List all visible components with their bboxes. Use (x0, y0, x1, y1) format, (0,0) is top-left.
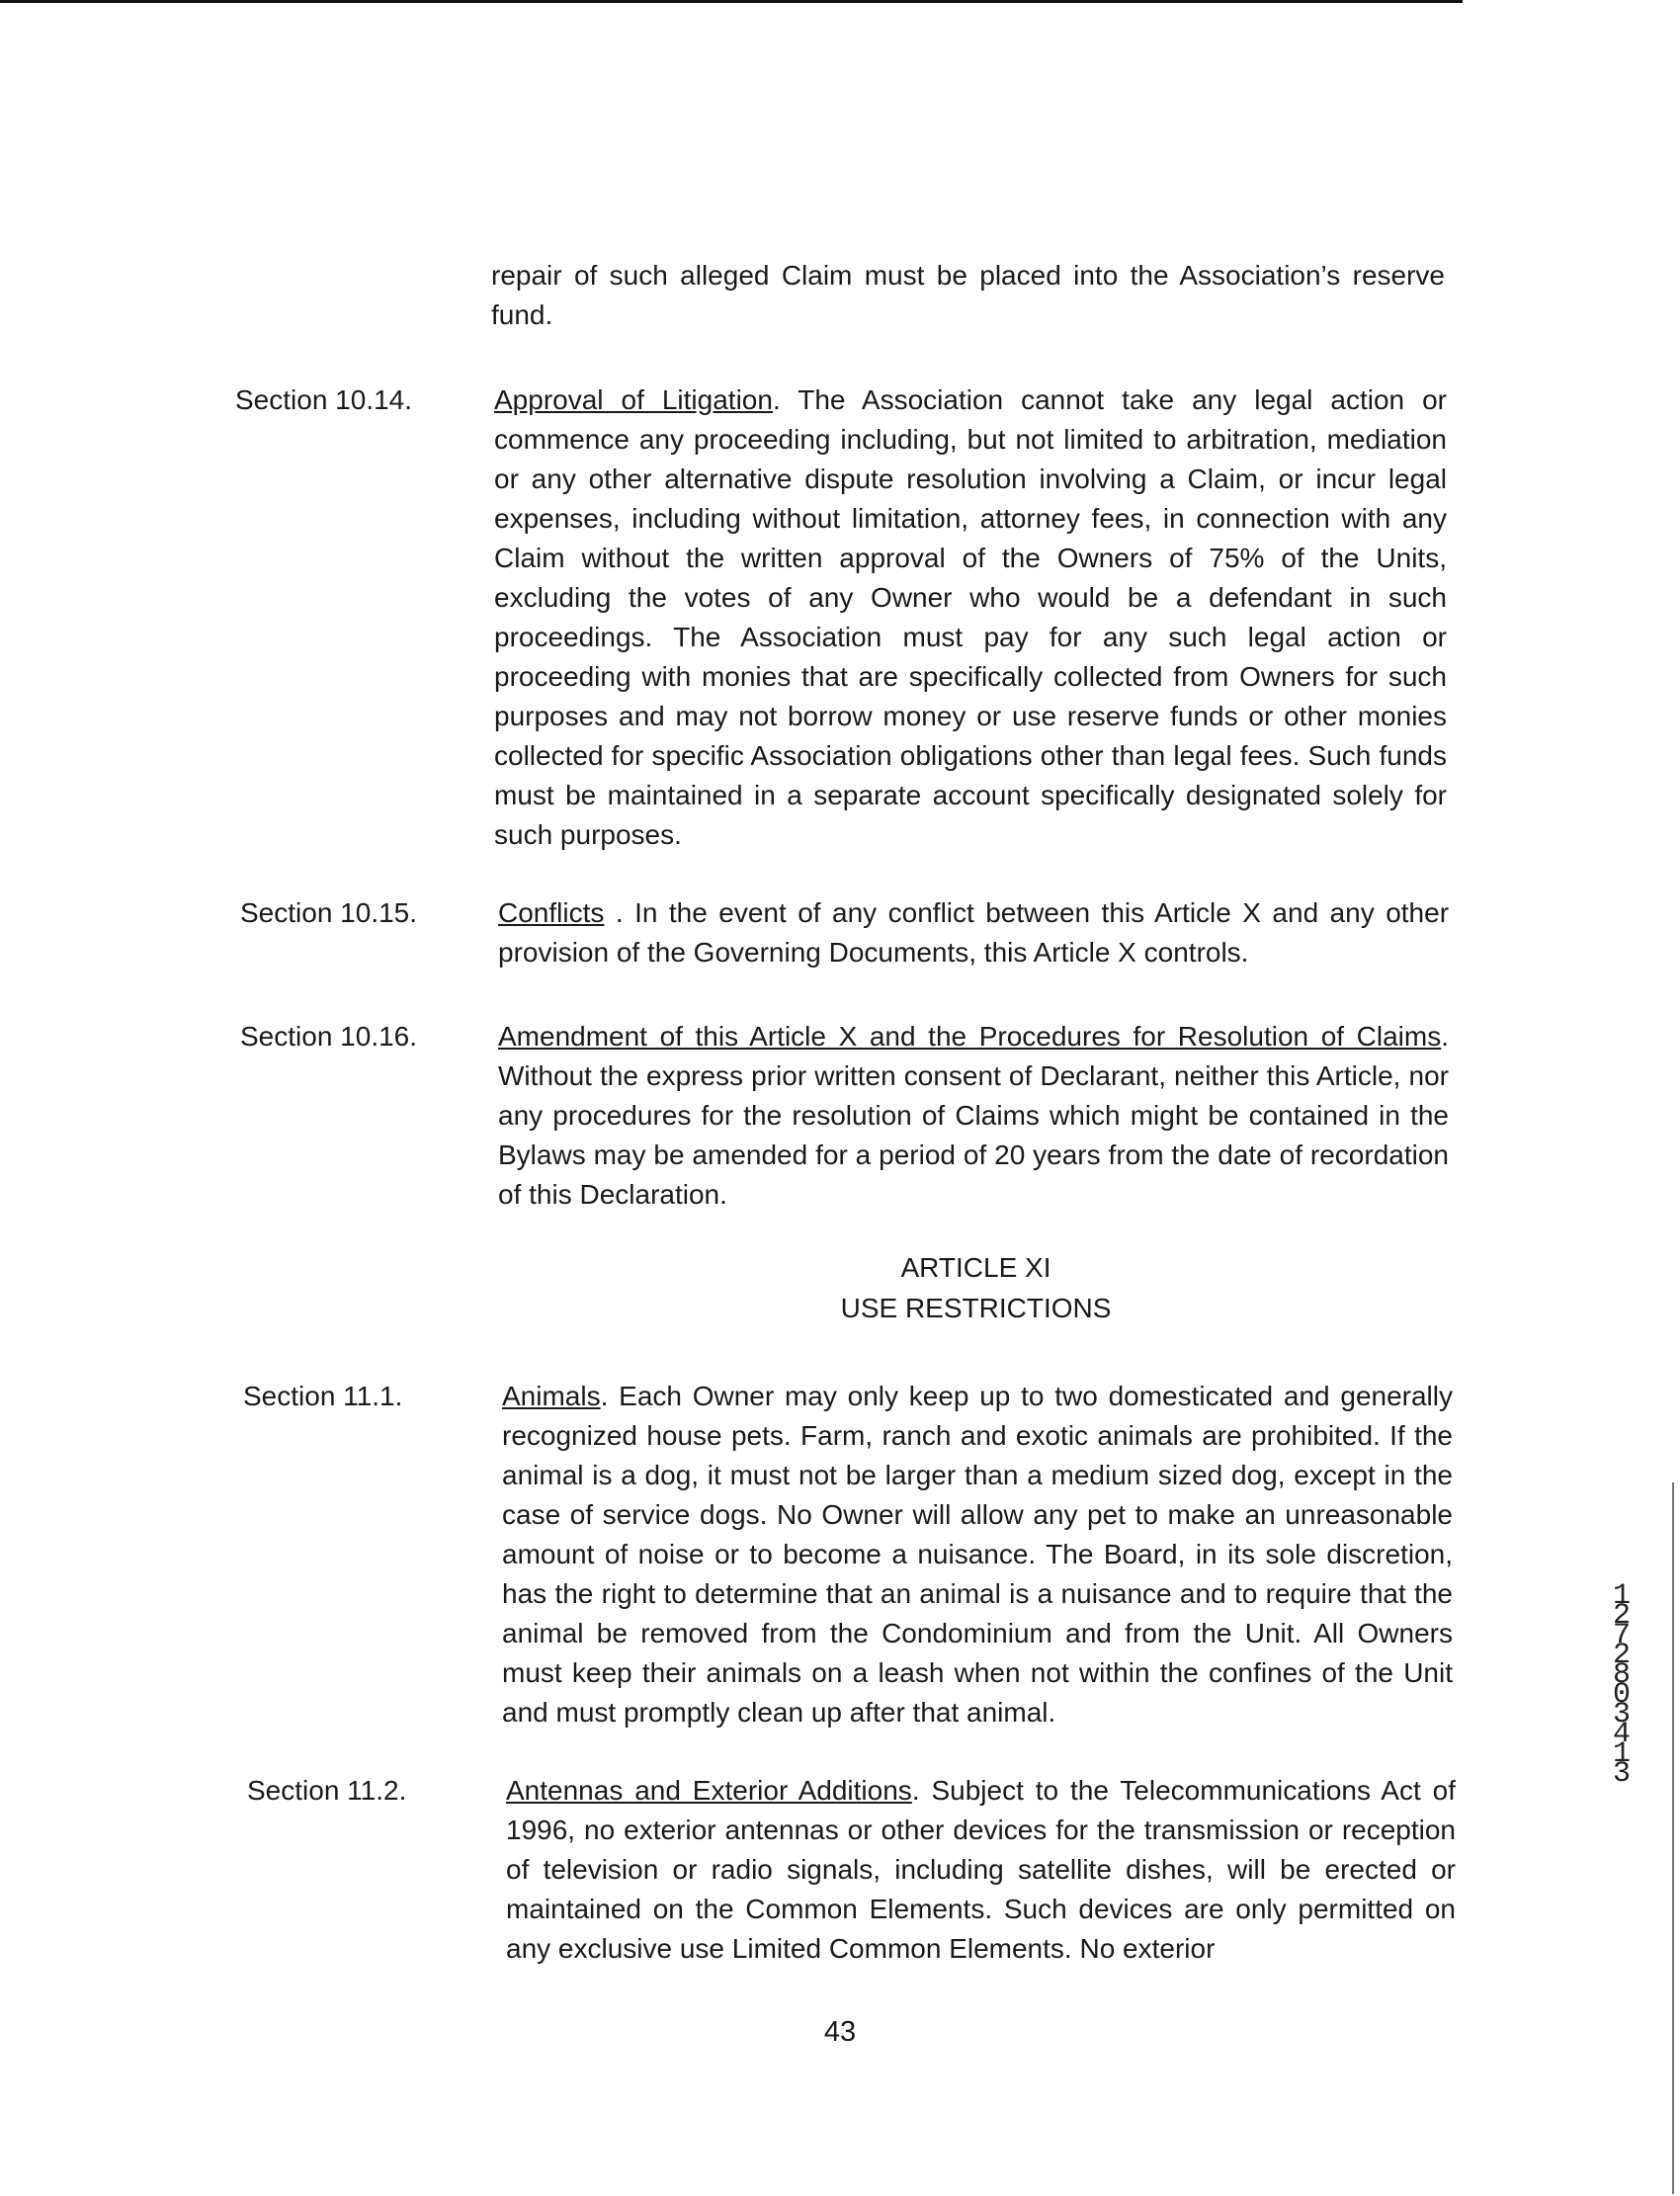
section-heading: Conflicts (498, 897, 605, 928)
section-text: Without the express prior written consent of Declarant, neither this Article, nor any procedures for the resolution of Claims which might be contained in the Bylaws may be amended for a period of 20 years from the date of recordation of this Declaration. (498, 1060, 1449, 1210)
section-10-16 (240, 1017, 1449, 1225)
heading-punctuation: . (911, 1775, 920, 1806)
section-text: In the event of any conflict between this Article X and any other provision of the Governing Documents, this Article X controls. (498, 897, 1450, 968)
continuation-paragraph: repair of such alleged Claim must be placed into the Association’s reserve fund. (491, 260, 1445, 330)
section-10-15 (240, 893, 1449, 982)
article-number: ARTICLE XI (900, 1252, 1051, 1283)
section-text: Subject to the Telecommunications Act of 1996, no exterior antennas or other devices for the transmission or reception of television or radio signals, including satellite dishes, will be erected or maintained on the Common Elements. Such devices are only permitted on any exclusive use Limited Common Elements. No exterior (506, 1775, 1457, 1964)
section-body (494, 380, 1447, 855)
margin-recording-stamp: 1272803413 (1612, 1579, 1631, 1791)
section-10-14 (235, 380, 1447, 855)
article-heading (494, 1247, 1458, 1328)
section-number: Section 11.1. (243, 1381, 403, 1411)
heading-punctuation: . (604, 897, 624, 928)
section-body (506, 1771, 1456, 1969)
heading-punctuation: . (772, 384, 781, 415)
right-border-line (1672, 1482, 1674, 2194)
section-number: Section 10.14. (235, 384, 413, 415)
section-body (502, 1377, 1453, 1732)
heading-punctuation: . (1441, 1021, 1449, 1052)
section-heading: Approval of Litigation (494, 384, 773, 415)
section-body (498, 1017, 1449, 1215)
section-heading: Amendment of this Article X and the Procedures for Resolution of Claims (498, 1021, 1442, 1052)
section-text: Each Owner may only keep up to two domesticated and generally recognized house pets. Farm, ranch and exotic animals are prohibited. If the animal is a dog, it must not be larger than a medium sized dog, except in the case of service dogs. No Owner will allow any pet to make an unreasonable amount of noise or to become a nuisance. The Board, in its sole discretion, has the right to determine that an animal is a nuisance and to require that the animal be removed from the Condominium and from the Unit. All Owners must keep their animals on a leash when not within the confines of the Unit and must promptly clean up after that animal. (502, 1381, 1453, 1728)
section-11-1 (243, 1377, 1453, 1742)
section-body (498, 893, 1449, 972)
section-heading: Animals (502, 1381, 601, 1411)
section-11-2 (247, 1771, 1456, 1979)
page-number: 43 (823, 2016, 857, 2048)
article-title: USE RESTRICTIONS (840, 1293, 1112, 1323)
heading-punctuation: . (600, 1381, 609, 1411)
section-heading: Antennas and Exterior Additions (506, 1775, 912, 1806)
section-number: Section 10.16. (240, 1021, 418, 1052)
section-text: The Association cannot take any legal action or commence any proceeding including, but not limited to arbitration, mediation or any other alternative dispute resolution involving a Claim, or incur legal expenses, including without limitation, attorney fees, in connection with any Claim without the written approval of the Owners of 75% of the Units, excluding the votes of any Owner who would be a defendant in such proceedings. The Association must pay for any such legal action or proceeding with monies that are specifically collected from Owners for such purposes and may not borrow money or use reserve funds or other monies collected for specific Association obligations other than legal fees. Such funds must be maintained in a separate account specifically designated solely for such purposes. (494, 384, 1447, 850)
top-border-line (0, 0, 1463, 3)
section-number: Section 10.15. (240, 897, 418, 928)
section-number: Section 11.2. (247, 1775, 407, 1806)
